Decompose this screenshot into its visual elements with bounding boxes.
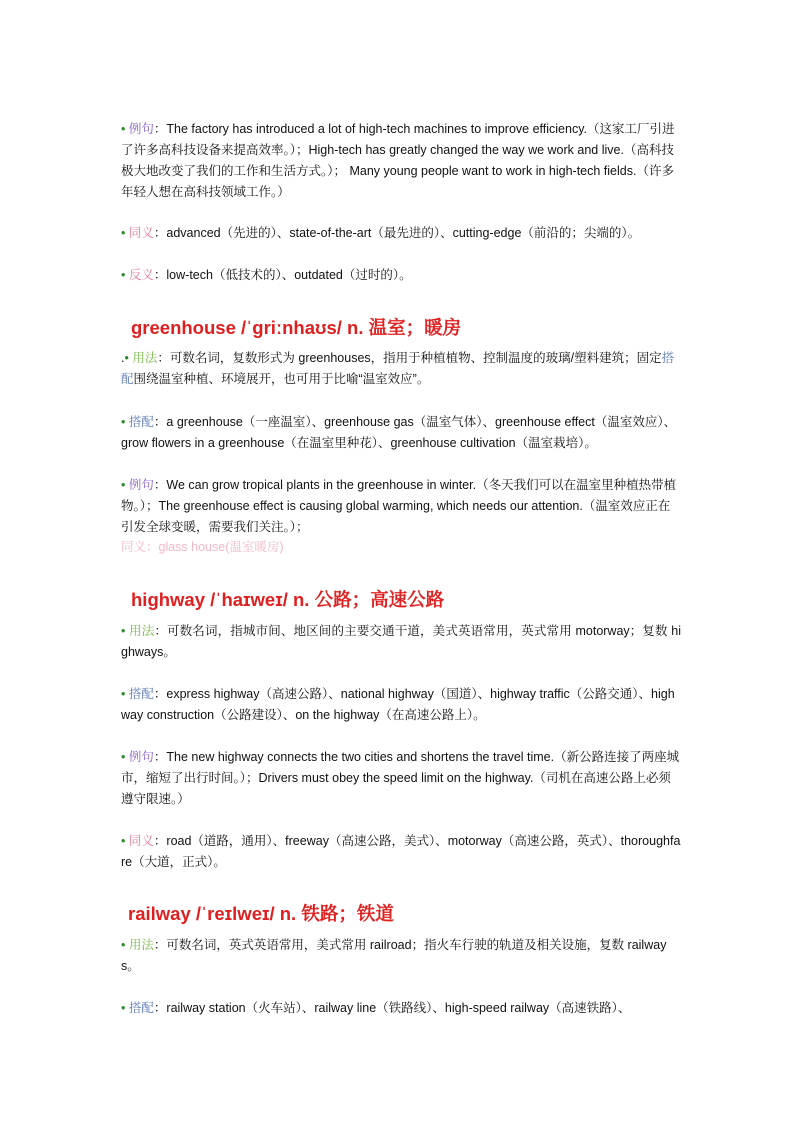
separator: ： [153, 478, 167, 492]
separator: ： [153, 687, 167, 701]
example-sentences-greenhouse [121, 475, 681, 538]
paragraph-text: 可数名词，指城市间、地区间的主要交通干道，美式英语常用，英式常用 motorway；复数 highways。 [121, 624, 681, 659]
synonyms-highway [121, 831, 681, 873]
paragraph-text: express highway（高速公路）、national highway（国道）、highway traffic（公路交通）、highway construction（公路建设）、on the highway（在高速公路上）。 [121, 687, 675, 722]
label-collocation: 搭配 [128, 1001, 154, 1015]
separator: ： [153, 1001, 167, 1015]
paragraph-text: advanced（先进的）、state-of-the-art（最先进的）、cutting-edge（前沿的；尖端的）。 [166, 226, 641, 240]
paragraph-text: railway station（火车站）、railway line（铁路线）、high-speed railway（高速铁路）、 [166, 1001, 631, 1015]
headword-highway: highway /ˈhaɪweɪ/ n. 公路；高速公路 [131, 589, 445, 610]
label-example: 例句 [128, 478, 154, 492]
separator: ： [154, 624, 167, 638]
bullet: • [121, 750, 126, 764]
paragraph-text: a greenhouse（一座温室）、greenhouse gas（温室气体）、greenhouse effect（温室效应）、grow flowers in a greenhouse（在温室里种花）、greenhouse cultivation（温室栽培）。 [121, 415, 677, 450]
bullet: • [121, 938, 126, 952]
paragraph-text: We can grow tropical plants in the greenhouse in winter.（冬天我们可以在温室里种植热带植物。）；The greenhouse effect is causing global warming, which needs our attention.（温室效应正在引发全球变暖，需要我们关注。）； [121, 478, 677, 534]
collocations-greenhouse [121, 412, 681, 454]
paragraph-text: 可数名词，复数形式为 greenhouses，指用于种植植物、控制温度的玻璃/塑料建筑；固定 [169, 351, 662, 365]
example-sentences-hightech [121, 119, 681, 203]
prefix-dot: . [121, 351, 125, 365]
separator: ： [153, 834, 167, 848]
synonym-greenhouse-faded: 同义：glass house(温室暖房) [121, 540, 284, 554]
collocations-highway [121, 684, 681, 726]
separator: ： [153, 226, 167, 240]
bullet: • [121, 415, 126, 429]
bullet: • [121, 687, 126, 701]
bullet: • [121, 834, 126, 848]
headword-railway: railway /ˈreɪlweɪ/ n. 铁路；铁道 [128, 903, 394, 924]
separator: ： [153, 122, 167, 136]
collocations-railway [121, 998, 681, 1019]
bullet: • [121, 122, 126, 136]
bullet: • [124, 351, 129, 365]
label-example: 例句 [128, 122, 154, 136]
bullet: • [121, 1001, 126, 1015]
usage-greenhouse [121, 348, 681, 390]
paragraph-text: road（道路，通用）、freeway（高速公路，美式）、motorway（高速公路，英式）、thoroughfare（大道，正式）。 [121, 834, 681, 869]
headword-greenhouse: greenhouse /ˈɡriːnhaʊs/ n. 温室；暖房 [131, 317, 462, 338]
usage-railway [121, 935, 681, 977]
label-synonym: 同义 [128, 226, 154, 240]
bullet: • [121, 478, 126, 492]
label-synonym: 同义 [128, 834, 154, 848]
paragraph-text: low-tech（低技术的）、outdated（过时的）。 [166, 268, 412, 282]
label-usage: 用法 [128, 938, 154, 952]
synonyms-hightech [121, 223, 681, 244]
antonyms-hightech [121, 265, 681, 286]
label-collocation: 搭配 [128, 687, 154, 701]
label-usage: 用法 [132, 351, 158, 365]
paragraph-text-continued: 围绕温室种植、环境展开，也可用于比喻“温室效应”。 [133, 372, 430, 386]
separator: ： [153, 938, 167, 952]
separator: ： [153, 415, 167, 429]
separator: ： [157, 351, 170, 365]
bullet: • [121, 268, 126, 282]
bullet: • [121, 624, 126, 638]
paragraph-text: 可数名词，英式英语常用，美式常用 railroad；指火车行驶的轨道及相关设施，复数 railways。 [121, 938, 667, 973]
paragraph-text: The new highway connects the two cities and shortens the travel time.（新公路连接了两座城市，缩短了出行时间。）；Drivers must obey the speed limit on the highway.（司机在高速公路上必须遵守限速。） [121, 750, 680, 806]
label-example: 例句 [128, 750, 154, 764]
bullet: • [121, 226, 126, 240]
usage-highway [121, 621, 681, 663]
example-sentences-highway [121, 747, 681, 810]
label-collocation: 搭配 [128, 415, 154, 429]
separator: ： [153, 268, 167, 282]
inline-label-collocation: 搭配 [121, 351, 675, 386]
separator: ： [153, 750, 167, 764]
label-antonym: 反义 [128, 268, 154, 282]
paragraph-text: The factory has introduced a lot of high-tech machines to improve efficiency.（这家工厂引进了许多高科技设备来提高效率。）；High-tech has greatly changed the way we work and live.（高科技极大地改变了我们的工作和生活方式。）； Many young people want to work in high-tech fields.（许多年轻人想在高科技领域工作。） [121, 122, 675, 199]
label-usage: 用法 [129, 624, 155, 638]
